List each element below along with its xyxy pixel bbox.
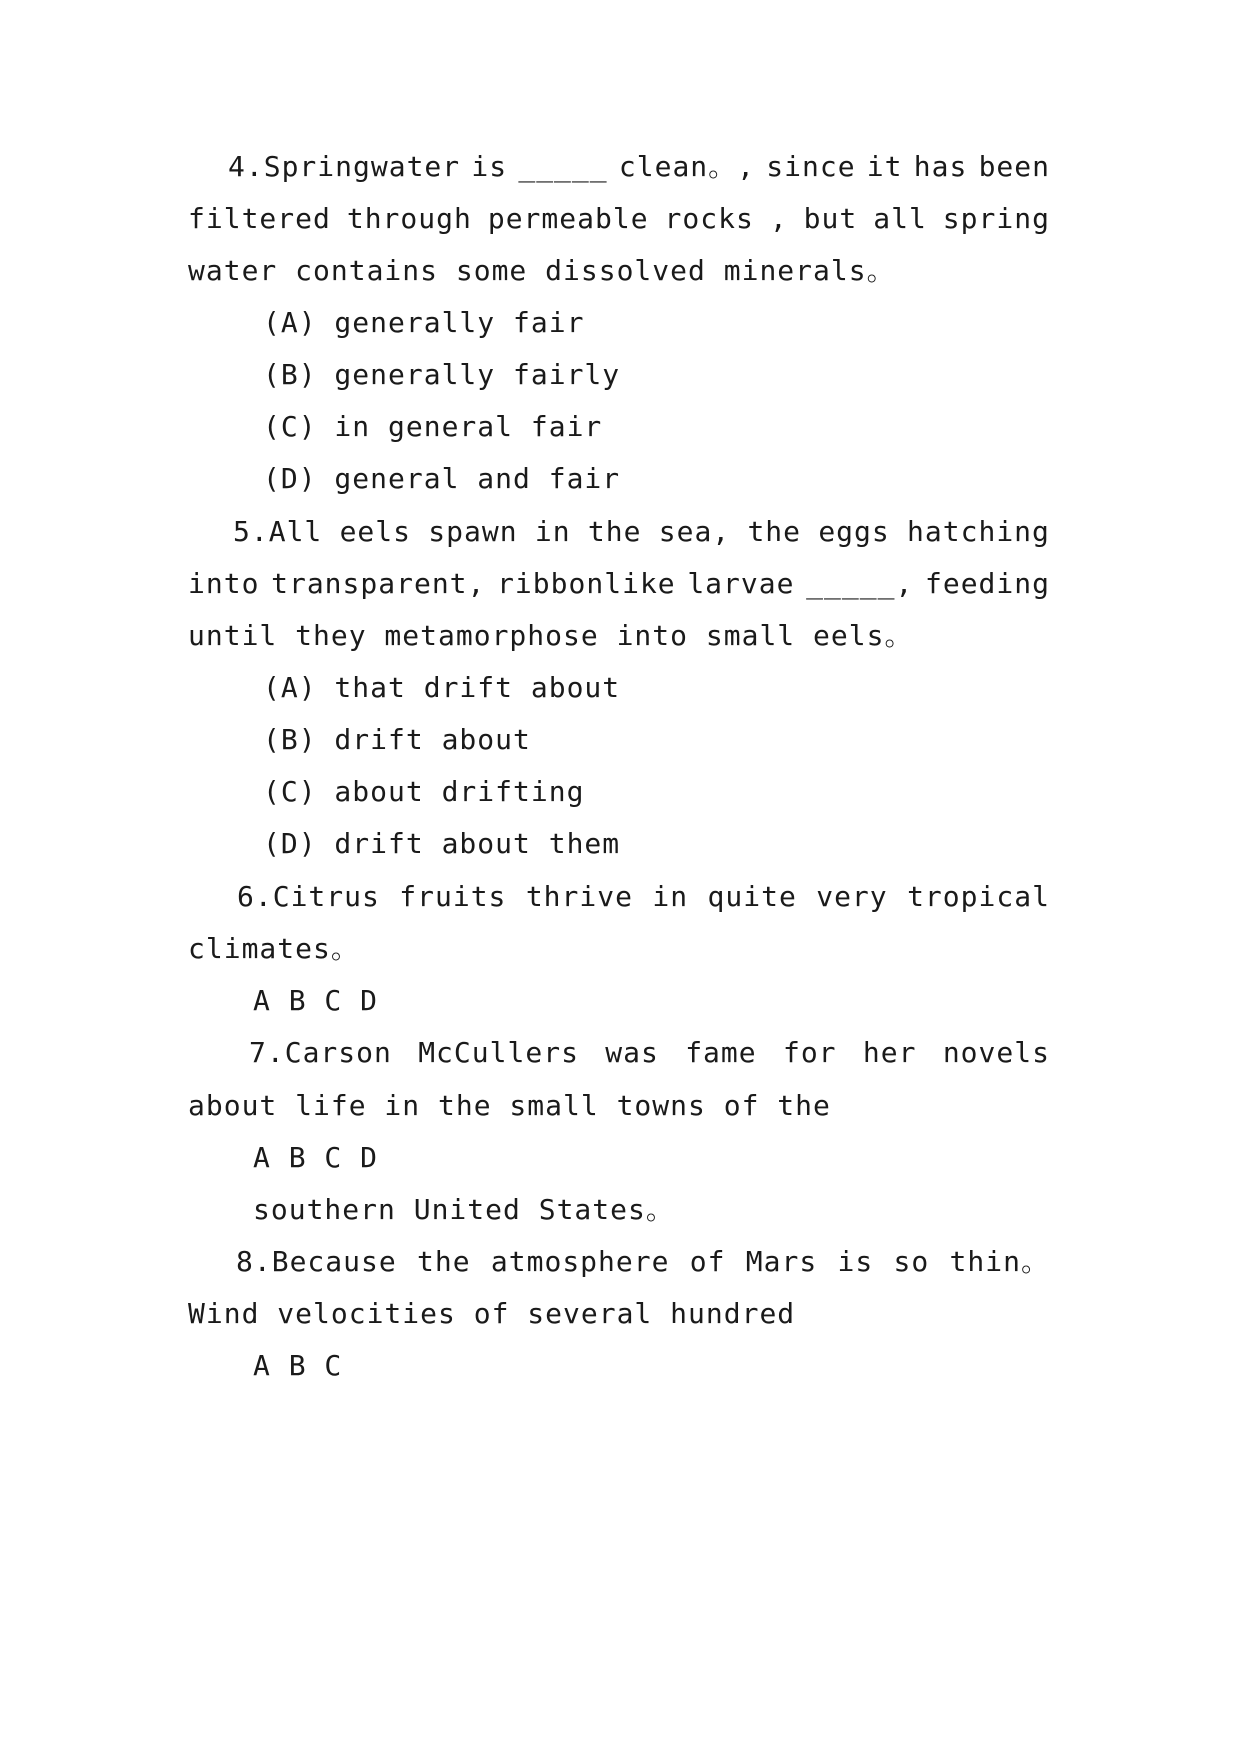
q6-word: quite: [707, 880, 797, 913]
q5-word: hatching: [907, 515, 1050, 548]
q4-line-2: [188, 197, 1050, 241]
q4-word: filtered: [188, 202, 331, 235]
q7-line-2: about life in the small towns of the: [188, 1089, 831, 1122]
q5-option-a: (A) that drift about: [263, 671, 621, 704]
q7-word: her: [862, 1036, 917, 1069]
q5-option-b: (B) drift about: [263, 723, 531, 756]
q4-word: but: [803, 202, 858, 235]
q5-option-c: (C) about drifting: [263, 775, 585, 808]
q6-word: in: [652, 880, 689, 913]
q5-word: sea,: [658, 515, 731, 548]
q6-word: thrive: [525, 880, 633, 913]
q7-word: fame: [685, 1036, 757, 1069]
q7-word: McCullers: [418, 1036, 579, 1069]
q4-word: all: [873, 202, 927, 235]
q8-line-1: [236, 1240, 1050, 1284]
q4-option-c: (C) in general fair: [263, 410, 603, 443]
q4-word: ,: [769, 202, 788, 235]
q4-word: 4.Springwater: [228, 150, 461, 183]
q4-blank: _____: [518, 150, 608, 183]
q8-word: of: [689, 1245, 726, 1278]
q8-word: so: [893, 1245, 930, 1278]
q7-word: novels: [942, 1036, 1050, 1069]
q5-line-2: [188, 562, 1050, 606]
q4-word: is: [471, 150, 508, 183]
q4-word: it: [866, 150, 903, 183]
q5-word: ribbonlike: [497, 567, 676, 600]
q8-word: Mars: [745, 1245, 818, 1278]
q6-word: 6.Citrus: [237, 880, 380, 913]
q5-word: the: [587, 515, 642, 548]
q5-word: transparent,: [271, 567, 486, 600]
q5-word: in: [534, 515, 571, 548]
q6-line-2: climates。: [188, 932, 360, 965]
q7-line-3: southern United States。: [253, 1193, 675, 1226]
q5-word: eggs: [818, 515, 890, 548]
q8-answer-marks: A B C: [253, 1349, 343, 1382]
q6-answer-marks: A B C D: [253, 984, 379, 1017]
q4-line-3: water contains some dissolved minerals。: [188, 254, 896, 287]
q8-word: the: [417, 1245, 471, 1278]
q7-line-1: [249, 1031, 1050, 1075]
q8-line-2: Wind velocities of several hundred: [188, 1297, 796, 1330]
q4-line-1: [228, 145, 1050, 189]
q5-word: eels: [339, 515, 412, 548]
q6-word: fruits: [399, 880, 507, 913]
q4-option-a: (A) generally fair: [263, 306, 585, 339]
q4-word: spring: [942, 202, 1050, 235]
q5-word: the: [747, 515, 802, 548]
q4-word: rocks: [664, 202, 754, 235]
q5-option-d: (D) drift about them: [263, 827, 621, 860]
q5-line-1: [233, 510, 1050, 554]
q5-word: spawn: [428, 515, 518, 548]
q8-word: atmosphere: [490, 1245, 670, 1278]
q7-word: 7.Carson: [249, 1036, 392, 1069]
q4-word: since: [766, 150, 856, 183]
q5-word: into: [188, 567, 260, 600]
q8-word: thin。: [949, 1245, 1050, 1278]
q4-word: through: [346, 202, 472, 235]
q6-line-1: [237, 875, 1050, 919]
q5-word: feeding: [924, 567, 1050, 600]
q4-word: clean。,: [618, 150, 756, 183]
q7-word: was: [605, 1036, 659, 1069]
q4-option-b: (B) generally fairly: [263, 358, 621, 391]
q7-word: for: [782, 1036, 837, 1069]
q6-word: tropical: [907, 880, 1050, 913]
q5-word: larvae: [687, 567, 795, 600]
q4-word: permeable: [487, 202, 649, 235]
q5-word: 5.All: [233, 515, 323, 548]
q4-word: has: [913, 150, 968, 183]
q7-answer-marks: A B C D: [253, 1141, 379, 1174]
q4-option-d: (D) general and fair: [263, 462, 621, 495]
q5-line-3: until they metamorphose into small eels。: [188, 619, 914, 652]
q5-blank: _____,: [806, 567, 914, 600]
q6-word: very: [816, 880, 888, 913]
q4-word: been: [978, 150, 1050, 183]
q8-word: is: [837, 1245, 874, 1278]
q8-word: 8.Because: [236, 1245, 397, 1278]
